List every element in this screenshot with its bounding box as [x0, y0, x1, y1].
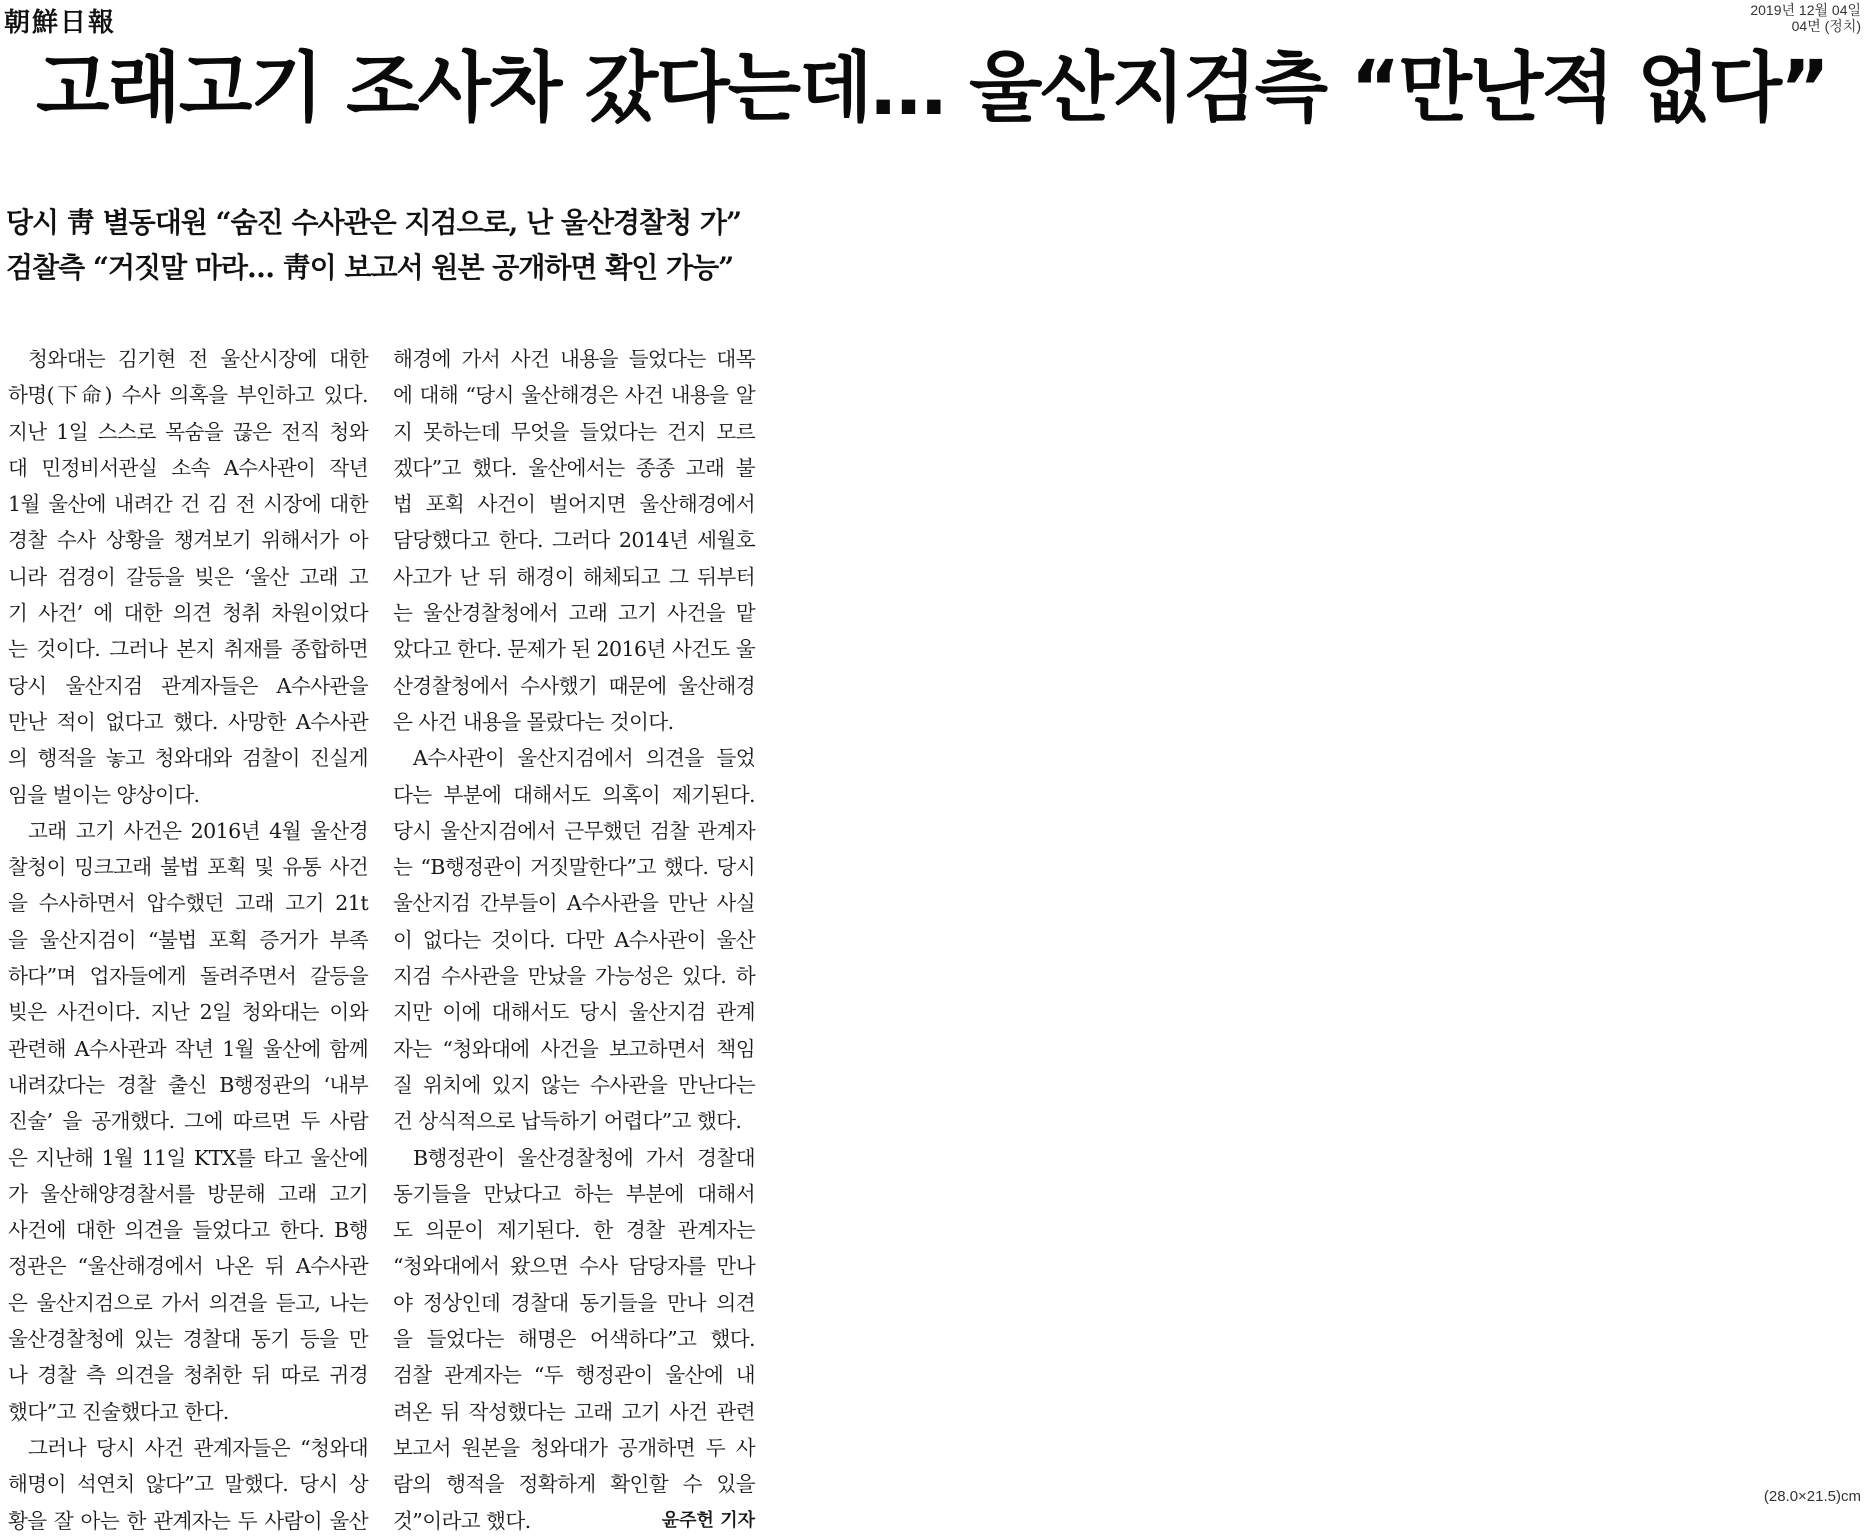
body-text-line: 이 없다는 것이다. 다만 A수사관이 울산: [393, 927, 755, 952]
body-text-line: 경찰 수사 상황을 챙겨보기 위해서가 아: [8, 528, 368, 553]
subheadline-1: 당시 靑 별동대원 “숨진 수사관은 지검으로, 난 울산경찰청 가”: [6, 206, 742, 239]
body-text-line: 담당했다고 한다. 그러다 2014년 세월호: [393, 528, 755, 553]
body-text-line: 자는 “청와대에 사건을 보고하면서 책임: [393, 1036, 755, 1061]
body-text-line: 의 행적을 놓고 청와대와 검찰이 진실게: [8, 746, 368, 771]
body-text-line: 울산경찰청에 있는 경찰대 동기 등을 만: [8, 1327, 368, 1352]
body-text-line: 진술’ 을 공개했다. 그에 따르면 두 사람: [8, 1109, 368, 1134]
newspaper-masthead: 朝鮮日報: [4, 8, 117, 38]
body-text-line: 는 것이다. 그러나 본지 취재를 종합하면: [8, 637, 368, 662]
body-text-line: 법 포획 사건이 벌어지면 울산해경에서: [393, 492, 755, 517]
article-subheadlines: [6, 200, 741, 290]
body-text-line: 람의 행적을 정확하게 확인할 수 있을: [393, 1472, 755, 1497]
body-text-line: 빚은 사건이다. 지난 2일 청와대는 이와: [8, 1000, 368, 1025]
page-section: 04면 (정치): [1791, 18, 1861, 34]
body-text-line: B행정관이 울산경찰청에 가서 경찰대: [413, 1145, 755, 1170]
body-text-line: 려온 뒤 작성했다는 고래 고기 사건 관련: [393, 1399, 755, 1424]
body-text-line: 겠다”고 했다. 울산에서는 종종 고래 불: [393, 455, 755, 480]
body-text-line: 관련해 A수사관과 작년 1월 울산에 함께: [8, 1036, 368, 1061]
body-text-line: 질 위치에 있지 않는 수사관을 만난다는: [393, 1072, 755, 1097]
body-text-line: 동기들을 만났다고 하는 부분에 대해서: [393, 1181, 755, 1206]
body-text-line: 은 울산지검으로 가서 의견을 듣고, 나는: [8, 1290, 368, 1315]
article-headline: 고래고기 조사차 갔다는데… 울산지검측 “만난적 없다”: [36, 43, 1828, 132]
body-text-line: 대 민정비서관실 소속 A수사관이 작년: [8, 455, 368, 480]
body-text-line: 을 들었다는 해명은 어색하다”고 했다.: [393, 1327, 755, 1352]
body-text-line: 보고서 원본을 청와대가 공개하면 두 사: [393, 1435, 755, 1460]
body-text-line: 을 수사하면서 압수했던 고래 고기 21t: [8, 891, 368, 916]
body-text-line: 검찰 관계자는 “두 행정관이 울산에 내: [393, 1363, 755, 1388]
body-text-line: 해명이 석연치 않다”고 말했다. 당시 상: [8, 1472, 368, 1497]
body-text-line: 1월 울산에 내려간 건 김 전 시장에 대한: [8, 492, 368, 517]
body-text-line: 지 못하는데 무엇을 들었다는 건지 모르: [393, 419, 755, 444]
subheadline-2: 검찰측 “거짓말 마라… 靑이 보고서 원본 공개하면 확인 가능”: [6, 251, 734, 284]
body-text-line: 가 울산해양경찰서를 방문해 고래 고기: [8, 1181, 368, 1206]
body-text-line: 지난 1일 스스로 목숨을 끊은 전직 청와: [8, 419, 368, 444]
body-text-line: 지검 수사관을 만났을 가능성은 있다. 하: [393, 964, 755, 989]
body-text-line: 해경에 가서 사건 내용을 들었다는 대목: [393, 347, 755, 371]
body-text-line: 건 상식적으로 납득하기 어렵다”고 했다.: [393, 1109, 742, 1134]
body-text-line: 은 지난해 1월 11일 KTX를 타고 울산에: [8, 1145, 368, 1170]
publication-meta: [1750, 2, 1861, 34]
body-text-line: 내려갔다는 경찰 출신 B행정관의 ‘내부: [8, 1072, 368, 1097]
body-text-line: 것”이라고 했다.: [393, 1508, 531, 1533]
body-text-line: 당시 울산지검 관계자들은 A수사관을: [8, 673, 368, 698]
body-text-line: 당시 울산지검에서 근무했던 검찰 관계자: [393, 818, 755, 843]
body-text-line: 만난 적이 없다고 했다. 사망한 A수사관: [8, 709, 368, 734]
reporter-byline: 윤주헌 기자: [661, 1509, 755, 1531]
body-text-line: 은 사건 내용을 몰랐다는 것이다.: [393, 709, 674, 734]
body-text-line: 황을 잘 아는 한 관계자는 두 사람이 울산: [8, 1508, 368, 1533]
article-column-left: [8, 341, 368, 1539]
body-text-line: 는 “B행정관이 거짓말한다”고 했다. 당시: [393, 855, 755, 880]
body-text-line: 그러나 당시 사건 관계자들은 “청와대: [28, 1435, 368, 1460]
body-text-line: 지만 이에 대해서도 당시 울산지검 관계: [393, 1000, 755, 1025]
body-text-line: 니라 검경이 갈등을 빚은 ‘울산 고래 고: [8, 564, 368, 589]
body-text-line: 하명(下命) 수사 의혹을 부인하고 있다.: [8, 383, 368, 408]
body-text-line: 는 울산경찰청에서 고래 고기 사건을 맡: [393, 601, 755, 626]
body-text-line: A수사관이 울산지검에서 의견을 들었: [413, 746, 755, 771]
body-text-line: 임을 벌이는 양상이다.: [8, 782, 200, 807]
body-text-line: 나 경찰 측 의견을 청취한 뒤 따로 귀경: [8, 1363, 368, 1388]
publication-date: 2019년 12월 04일: [1750, 2, 1861, 18]
body-text-line: 을 울산지검이 “불법 포획 증거가 부족: [8, 927, 368, 952]
body-text-line: 사건에 대한 의견을 들었다고 한다. B행: [8, 1218, 368, 1243]
article-column-right: [393, 341, 755, 1539]
body-text-line: 청와대는 김기현 전 울산시장에 대한: [28, 347, 368, 371]
body-text-line: “청와대에서 왔으면 수사 담당자를 만나: [393, 1254, 755, 1279]
clipping-size-note: (28.0×21.5)cm: [1763, 1488, 1861, 1505]
body-text-line: 다는 부분에 대해서도 의혹이 제기된다.: [393, 782, 755, 807]
body-text-line: 고래 고기 사건은 2016년 4월 울산경: [28, 818, 368, 843]
body-text-line: 산경찰청에서 수사했기 때문에 울산해경: [393, 673, 755, 698]
body-text-line: 도 의문이 제기된다. 한 경찰 관계자는: [393, 1218, 755, 1243]
body-text-line: 았다고 한다. 문제가 된 2016년 사건도 울: [393, 637, 755, 662]
body-text-line: 정관은 “울산해경에서 나온 뒤 A수사관: [8, 1254, 368, 1279]
body-text-line: 에 대해 “당시 울산해경은 사건 내용을 알: [393, 383, 755, 408]
body-text-line: 사고가 난 뒤 해경이 해체되고 그 뒤부터: [393, 564, 755, 589]
body-text-line: 울산지검 간부들이 A수사관을 만난 사실: [393, 891, 755, 916]
body-text-line: 했다”고 진술했다고 한다.: [8, 1399, 229, 1424]
body-text-line: 하다”며 업자들에게 돌려주면서 갈등을: [8, 964, 368, 989]
body-text-line: 기 사건’ 에 대한 의견 청취 차원이었다: [8, 601, 368, 626]
body-text-line: 찰청이 밍크고래 불법 포획 및 유통 사건: [8, 855, 368, 880]
body-text-line: 야 정상인데 경찰대 동기들을 만나 의견: [393, 1290, 755, 1315]
closing-line-with-byline: [393, 1503, 755, 1539]
